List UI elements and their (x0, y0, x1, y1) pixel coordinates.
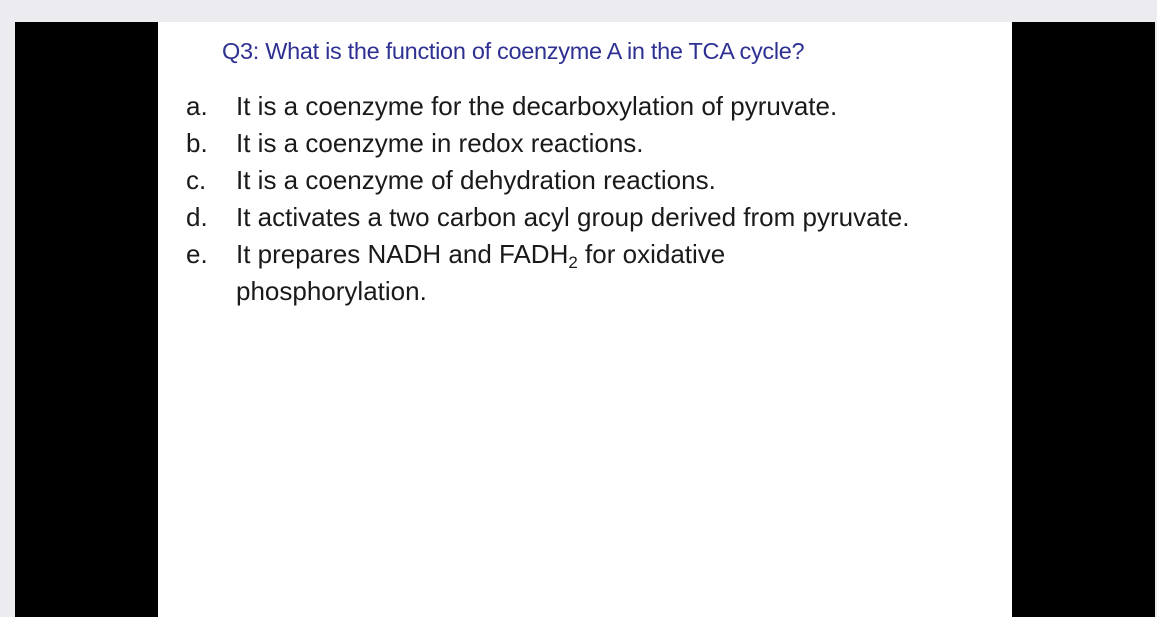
question-title: Q3: What is the function of coenzyme A in the TCA cycle? (222, 38, 805, 64)
option-a (186, 88, 986, 125)
option-text (236, 236, 836, 310)
option-text: It is a coenzyme for the decarboxylation of pyruvate. (236, 91, 838, 121)
option-text-before: It prepares NADH and FADH (236, 239, 569, 269)
option-letter: c. (186, 165, 207, 195)
option-letter: a. (186, 91, 208, 121)
option-d (186, 199, 986, 236)
option-e (186, 236, 986, 310)
option-subscript: 2 (568, 253, 578, 272)
option-text: It is a coenzyme of dehydration reactions. (236, 165, 716, 195)
slide (158, 22, 1012, 617)
option-text: It activates a two carbon acyl group derived from pyruvate. (236, 202, 910, 232)
answer-options (186, 88, 986, 310)
option-letter: b. (186, 128, 208, 158)
option-letter: e. (186, 239, 208, 269)
option-letter: d. (186, 202, 208, 232)
option-b (186, 125, 986, 162)
option-c (186, 162, 986, 199)
option-text-after: for oxidative phosphorylation. (236, 239, 726, 306)
option-text: It is a coenzyme in redox reactions. (236, 128, 644, 158)
